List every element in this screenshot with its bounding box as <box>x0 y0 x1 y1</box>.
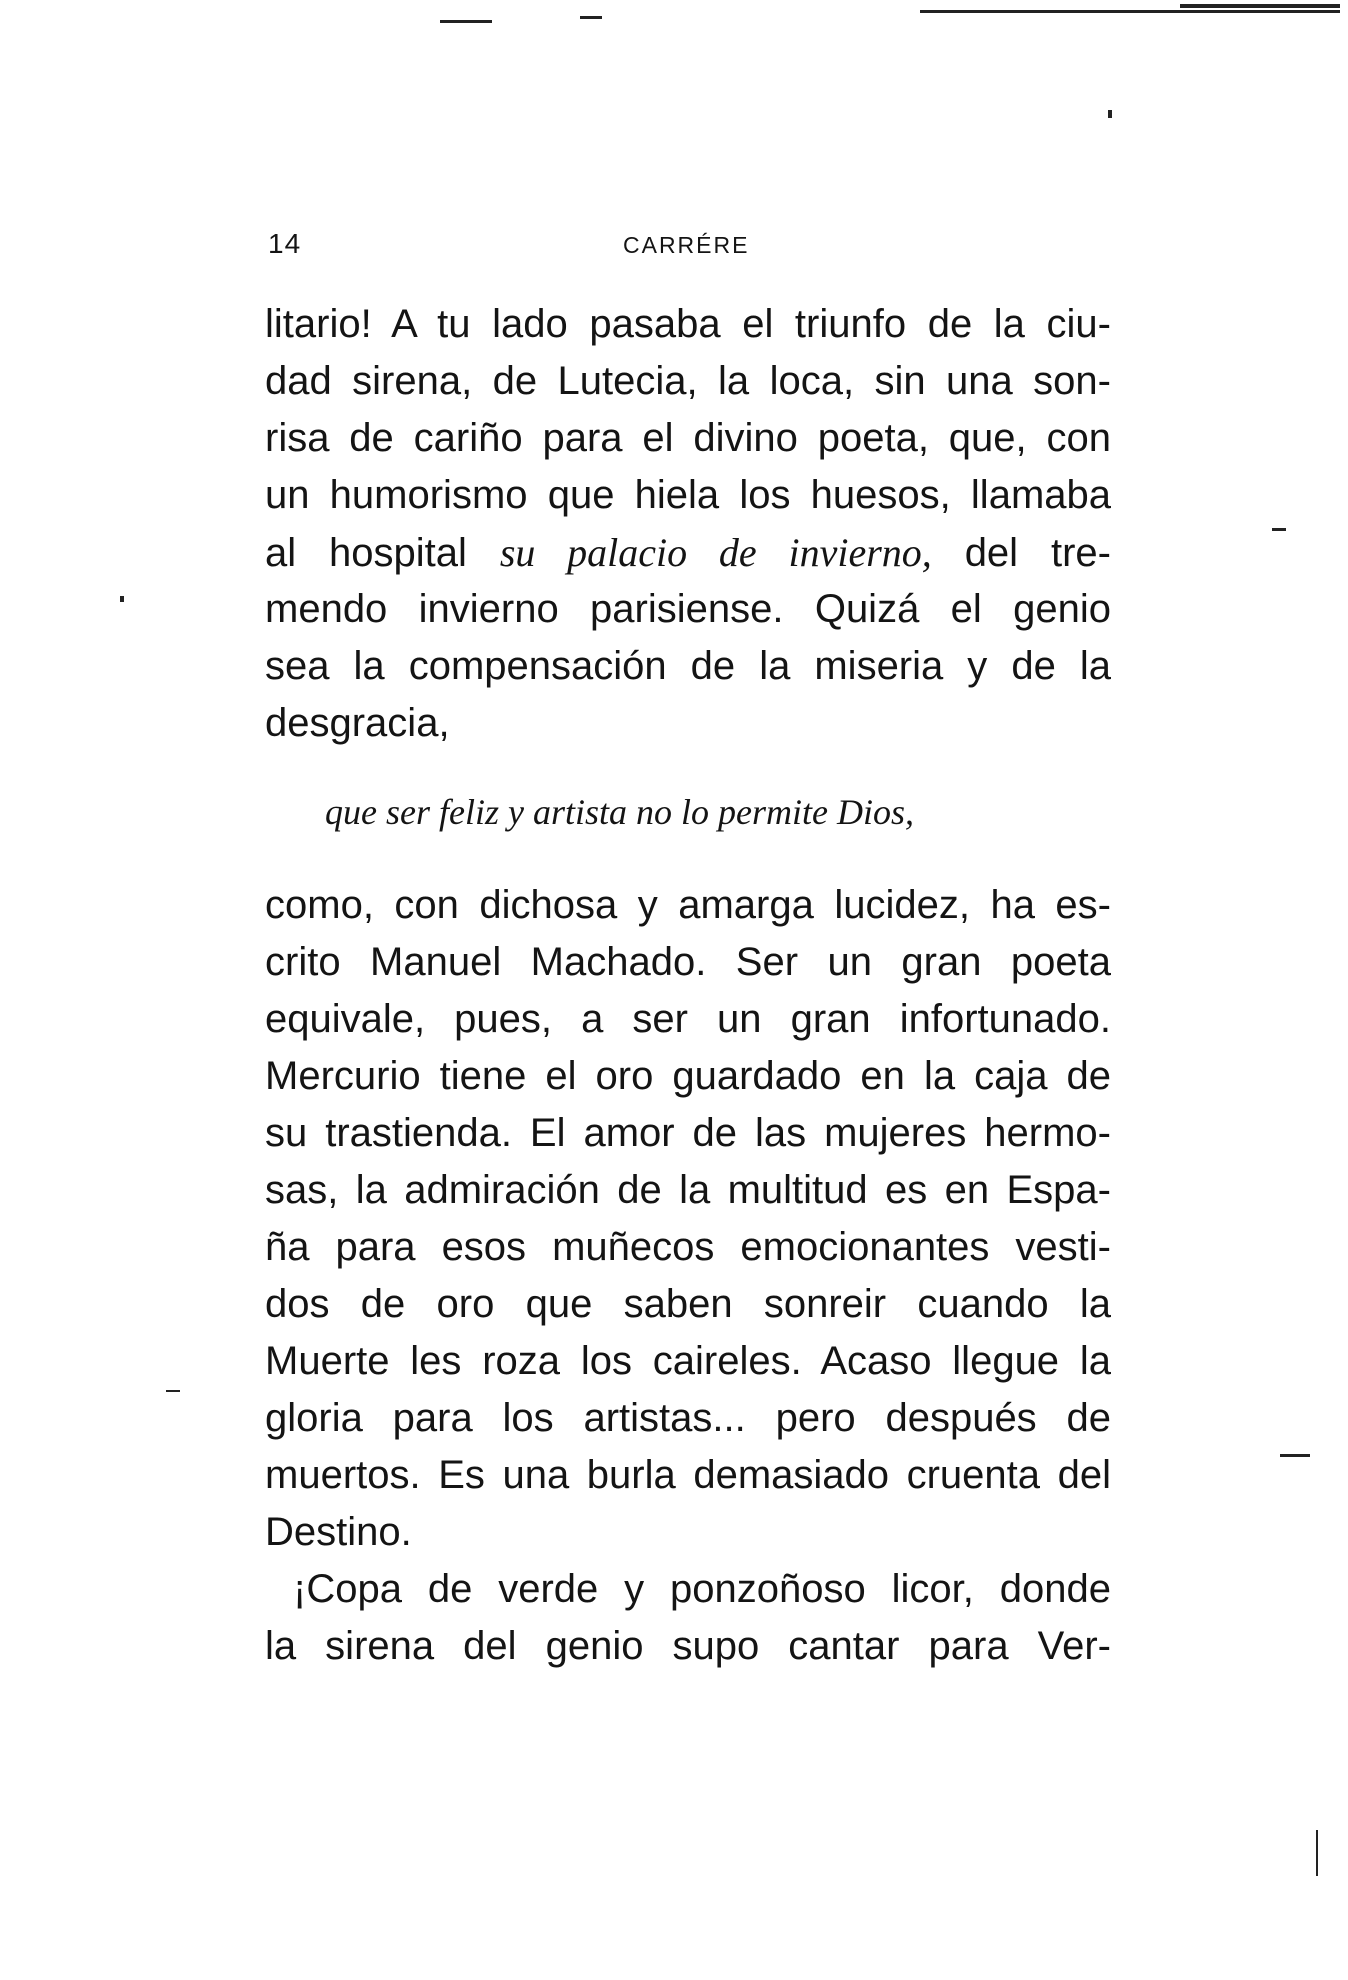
text-line: gloria para los artistas... pero después de <box>265 1396 1111 1440</box>
text-line: dad sirena, de Lutecia, la loca, sin una son- <box>265 359 1111 403</box>
text-line: un humorismo que hiela los huesos, llamaba <box>265 473 1111 517</box>
italic-phrase: su palacio de invierno, <box>499 530 932 575</box>
text-line: su trastienda. El amor de las mujeres hermo- <box>265 1111 1111 1155</box>
body-text <box>265 296 1111 1675</box>
text-line: sas, la admiración de la multitud es en Espa- <box>265 1168 1111 1212</box>
page-header <box>268 228 1108 268</box>
text-line: sea la compensación de la miseria y de la <box>265 644 1111 688</box>
text-line: risa de cariño para el divino poeta, que, con <box>265 416 1111 460</box>
verse-quote: que ser feliz y artista no lo permite Dios, <box>325 792 914 832</box>
page-number: 14 <box>268 228 302 259</box>
scan-artifact <box>120 596 124 602</box>
text-line: Muerte les roza los caireles. Acaso llegue la <box>265 1339 1111 1383</box>
text-line: como, con dichosa y amarga lucidez, ha es- <box>265 883 1111 927</box>
paragraph-3 <box>265 1561 1111 1675</box>
text-line: crito Manuel Machado. Ser un gran poeta <box>265 940 1111 984</box>
text-line: la sirena del genio supo cantar para Ver- <box>265 1624 1111 1668</box>
scan-artifact <box>580 16 602 19</box>
paragraph-1 <box>265 296 1111 752</box>
text-line: Mercurio tiene el oro guardado en la caja de <box>265 1054 1111 1098</box>
scan-artifact <box>1272 528 1286 531</box>
text-line: Destino. <box>265 1510 412 1554</box>
text-line: mendo invierno parisiense. Quizá el genio <box>265 587 1111 631</box>
scan-artifact <box>1280 1454 1310 1457</box>
scan-artifact <box>1108 110 1112 118</box>
scan-artifact <box>166 1390 180 1392</box>
scan-artifact <box>1316 1830 1318 1876</box>
text-fragment: al hospital <box>265 531 467 575</box>
text-line: desgracia, <box>265 701 450 745</box>
scan-artifact <box>920 10 1340 13</box>
text-line: dos de oro que saben sonreir cuando la <box>265 1282 1111 1326</box>
text-fragment: del tre- <box>964 531 1111 575</box>
text-line: litario! A tu lado pasaba el triunfo de la ciu- <box>265 302 1111 346</box>
text-line <box>265 524 1111 581</box>
paragraph-2 <box>265 877 1111 1561</box>
text-line: ¡Copa de verde y ponzoñoso licor, donde <box>293 1567 1111 1611</box>
running-head: CARRÉRE <box>623 232 750 258</box>
scan-artifact <box>1180 4 1340 8</box>
text-line: equivale, pues, a ser un gran infortunado. <box>265 997 1111 1041</box>
text-line: muertos. Es una burla demasiado cruenta del <box>265 1453 1111 1497</box>
scan-artifact <box>440 20 492 23</box>
text-line: ña para esos muñecos emocionantes vesti- <box>265 1225 1111 1269</box>
